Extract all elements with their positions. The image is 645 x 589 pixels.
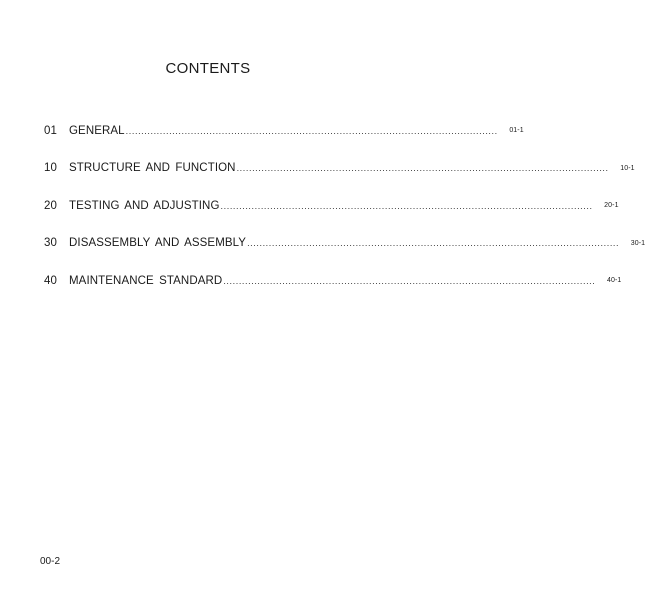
toc-entry-title-group — [69, 275, 601, 287]
toc-entry-page: 40-1 — [606, 277, 622, 285]
table-of-contents — [44, 112, 645, 300]
dot-leader: ........................................................................................................................ — [220, 200, 593, 211]
toc-entry-number: 40 — [44, 274, 57, 287]
toc-entry-page: 01-1 — [509, 127, 524, 135]
toc-entry-maintenance-standard[interactable] — [44, 262, 622, 300]
toc-entry-page: 30-1 — [630, 239, 645, 247]
toc-entry-title-group — [69, 237, 625, 249]
toc-entry-structure-and-function[interactable] — [44, 150, 635, 188]
dot-leader: ........................................................................................................................ — [125, 125, 498, 136]
toc-entry-title: TESTING AND ADJUSTING — [69, 199, 220, 212]
toc-entry-disassembly-and-assembly[interactable] — [44, 225, 645, 263]
dot-leader: ........................................................................................................................ — [223, 275, 596, 286]
toc-entry-title-group — [69, 125, 504, 137]
toc-entry-number: 01 — [44, 124, 57, 137]
toc-entry-number: 20 — [44, 199, 57, 212]
toc-entry-page: 10-1 — [620, 164, 635, 172]
toc-entry-testing-and-adjusting[interactable] — [44, 187, 619, 225]
toc-entry-title-group — [69, 200, 599, 212]
footer-page-number: 00-2 — [40, 556, 61, 567]
toc-entry-title: MAINTENANCE STANDARD — [69, 274, 223, 287]
toc-entry-page: 20-1 — [604, 202, 619, 210]
toc-entry-title: STRUCTURE AND FUNCTION — [69, 162, 236, 175]
page-title: CONTENTS — [165, 60, 251, 77]
toc-entry-title-group — [69, 162, 615, 174]
toc-entry-title: GENERAL — [69, 124, 125, 137]
toc-entry-title: DISASSEMBLY AND ASSEMBLY — [69, 237, 247, 250]
toc-entry-general[interactable] — [44, 112, 524, 150]
toc-entry-number: 30 — [44, 237, 57, 250]
toc-entry-number: 10 — [44, 162, 57, 175]
dot-leader: ........................................................................................................................ — [247, 238, 620, 249]
dot-leader: ........................................................................................................................ — [236, 163, 609, 174]
